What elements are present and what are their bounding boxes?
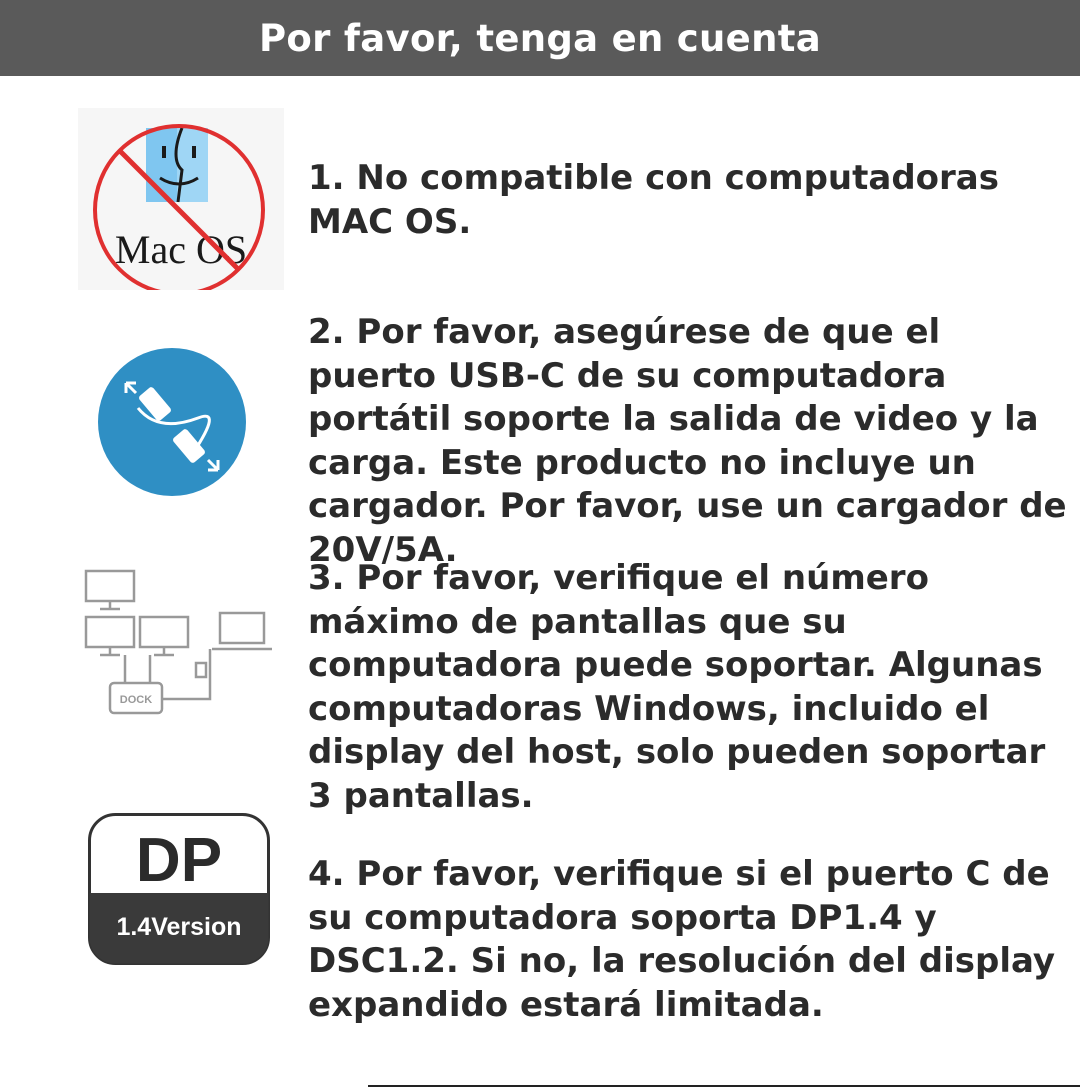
note-1-text: 1. No compatible con computadoras MAC OS. — [308, 158, 999, 242]
macos-label: Mac OS — [114, 227, 248, 272]
note-4-text: 4. Por favor, verifique si el puerto C de su computadora soporta DP1.4 y DSC1.2. Si no, la resolución del display expandido estará limitada. — [308, 854, 1056, 1025]
no-macos-icon — [78, 108, 284, 290]
note-3-text: 3. Por favor, verifique el número máximo de pantallas que su computadora puede soportar. Algunas computadoras Windows, incluido el display del host, solo pueden soportar 3 pantallas. — [308, 558, 1046, 816]
page-header — [0, 0, 1080, 76]
bottom-divider — [368, 1085, 1080, 1087]
multi-display-dock-icon — [80, 565, 280, 725]
dp-label: DP — [135, 826, 223, 895]
header-title: Por favor, tenga en cuenta — [259, 16, 821, 60]
note-2-text: 2. Por favor, asegúrese de que el puerto USB-C de su computadora portátil soporte la salida de video y la carga. Este producto no incluye un cargador. Por favor, use un cargador de 20V/5A. — [308, 312, 1067, 570]
usb-c-cable-icon — [98, 348, 250, 500]
dock-label: DOCK — [119, 694, 153, 706]
dp-version-icon — [88, 813, 270, 965]
dp-version-label: 1.4Version — [116, 913, 242, 941]
